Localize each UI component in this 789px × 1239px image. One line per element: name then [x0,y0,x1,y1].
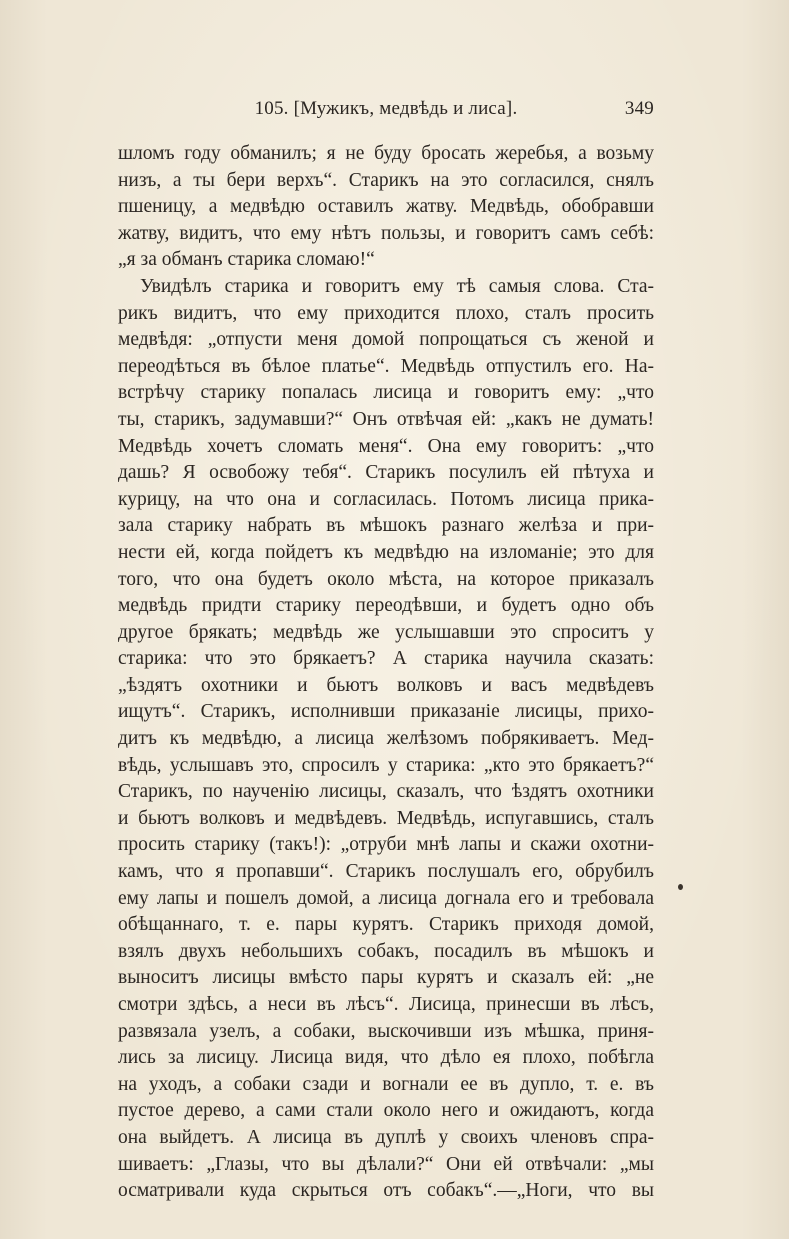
text-line: пшеницу, а медвѣдю оставилъ жатву. Медвѣдь, обобравши [118,196,654,218]
text-line: ищутъ“. Старикъ, исполнивши приказаніе лисицы, прихо- [118,701,654,723]
text-line: зала старику набрать въ мѣшокъ разнаго желѣза и при- [118,515,654,537]
text-line: Старикъ, по наученію лисицы, сказалъ, что ѣздятъ охотники [118,781,654,803]
text-line: осматривали куда скрыться отъ собакъ“.—„Ноги, что вы [118,1180,654,1202]
text-line: того, что она будетъ около мѣста, на которое приказалъ [118,568,654,590]
text-line: выноситъ лисицы вмѣсто пары курятъ и сказалъ ей: „не [118,967,654,989]
running-header [118,98,654,128]
text-line: „ѣздятъ охотники и бьютъ волковъ и васъ медвѣдевъ [118,674,654,696]
text-line: она выйдетъ. А лисица въ дуплѣ у своихъ членовъ спра- [118,1126,654,1148]
text-line: другое брякать; медвѣдь же услышавши это спроситъ у [118,621,654,643]
text-line: шломъ году обманилъ; я не буду бросать жеребья, а возьму [118,143,654,164]
text-line: смотри здѣсь, а неси въ лѣсъ“. Лисица, принесши въ лѣсъ, [118,994,654,1015]
text-line: медвѣдь придти старику переодѣвши, и будетъ одно объ [118,595,654,617]
text-line: старика: что это брякаетъ? А старика научила сказать: [118,648,654,670]
text-line: дитъ къ медвѣдю, а лисица желѣзомъ побрякиваетъ. Мед- [118,728,654,750]
page-number: 349 [624,98,654,119]
text-line: развязала узелъ, а собаки, выскочивши изъ мѣшка, приня- [118,1020,654,1042]
text-line: медвѣдя: „отпусти меня домой попрощаться съ женой и [118,329,654,351]
text-line: низъ, а ты бери верхъ“. Старикъ на это согласился, снялъ [118,169,654,191]
text-line: дашь? Я освобожу тебя“. Старикъ посулилъ ей пѣтуха и [118,462,654,484]
text-line: „я за обманъ старика сломаю!“ [118,249,375,271]
chapter-title: 105. [Мужикъ, медвѣдь и лиса]. [254,98,518,119]
text-line: переодѣться въ бѣлое платье“. Медвѣдь отпустилъ его. На- [118,355,654,377]
text-line: Медвѣдь хочетъ сломать меня“. Она ему говоритъ: „что [118,435,654,457]
body-text [118,141,654,1205]
text-line: ему лапы и пошелъ домой, а лисица догнала его и требовала [118,887,654,909]
text-line: вѣдь, услышавъ это, спросилъ у старика: „кто это брякаетъ?“ [118,754,654,776]
text-line: пустое дерево, а сами стали около него и ожидаютъ, когда [118,1100,654,1122]
text-line: рикъ видитъ, что ему приходится плохо, сталъ просить [118,302,654,324]
text-line: курицу, на что она и согласилась. Потомъ лисица прика- [118,488,654,510]
text-line: Увидѣлъ старика и говоритъ ему тѣ самыя слова. Ста- [140,275,654,297]
text-line: лись за лисицу. Лисица видя, что дѣло ея плохо, побѣгла [118,1047,654,1069]
ink-speck [678,884,683,890]
text-line: просить старику (такъ!): „отруби мнѣ лапы и скажи охотни- [118,834,654,856]
text-line: и бьютъ волковъ и медвѣдевъ. Медвѣдь, испугавшись, сталъ [118,807,654,829]
text-line: обѣщаннаго, т. е. пары курятъ. Старикъ приходя домой, [118,914,654,936]
text-line: жатву, видитъ, что ему нѣтъ пользы, и говоритъ самъ себѣ: [118,222,654,244]
text-line: камъ, что я пропавши“. Старикъ послушалъ его, обрубилъ [118,861,654,883]
text-line: ты, старикъ, задумавши?“ Онъ отвѣчая ей: „какъ не думать! [118,408,654,430]
text-line: шиваетъ: „Глазы, что вы дѣлали?“ Они ей отвѣчали: „мы [118,1153,654,1175]
text-line: взялъ двухъ небольшихъ собакъ, посадилъ въ мѣшокъ и [118,940,654,962]
text-line: на уходъ, а собаки сзади и вогнали ее въ дупло, т. е. въ [118,1073,654,1095]
text-line: встрѣчу старику попалась лисица и говоритъ ему: „что [118,382,654,404]
text-line: нести ей, когда пойдетъ къ медвѣдю на изломаніе; это для [118,541,654,563]
